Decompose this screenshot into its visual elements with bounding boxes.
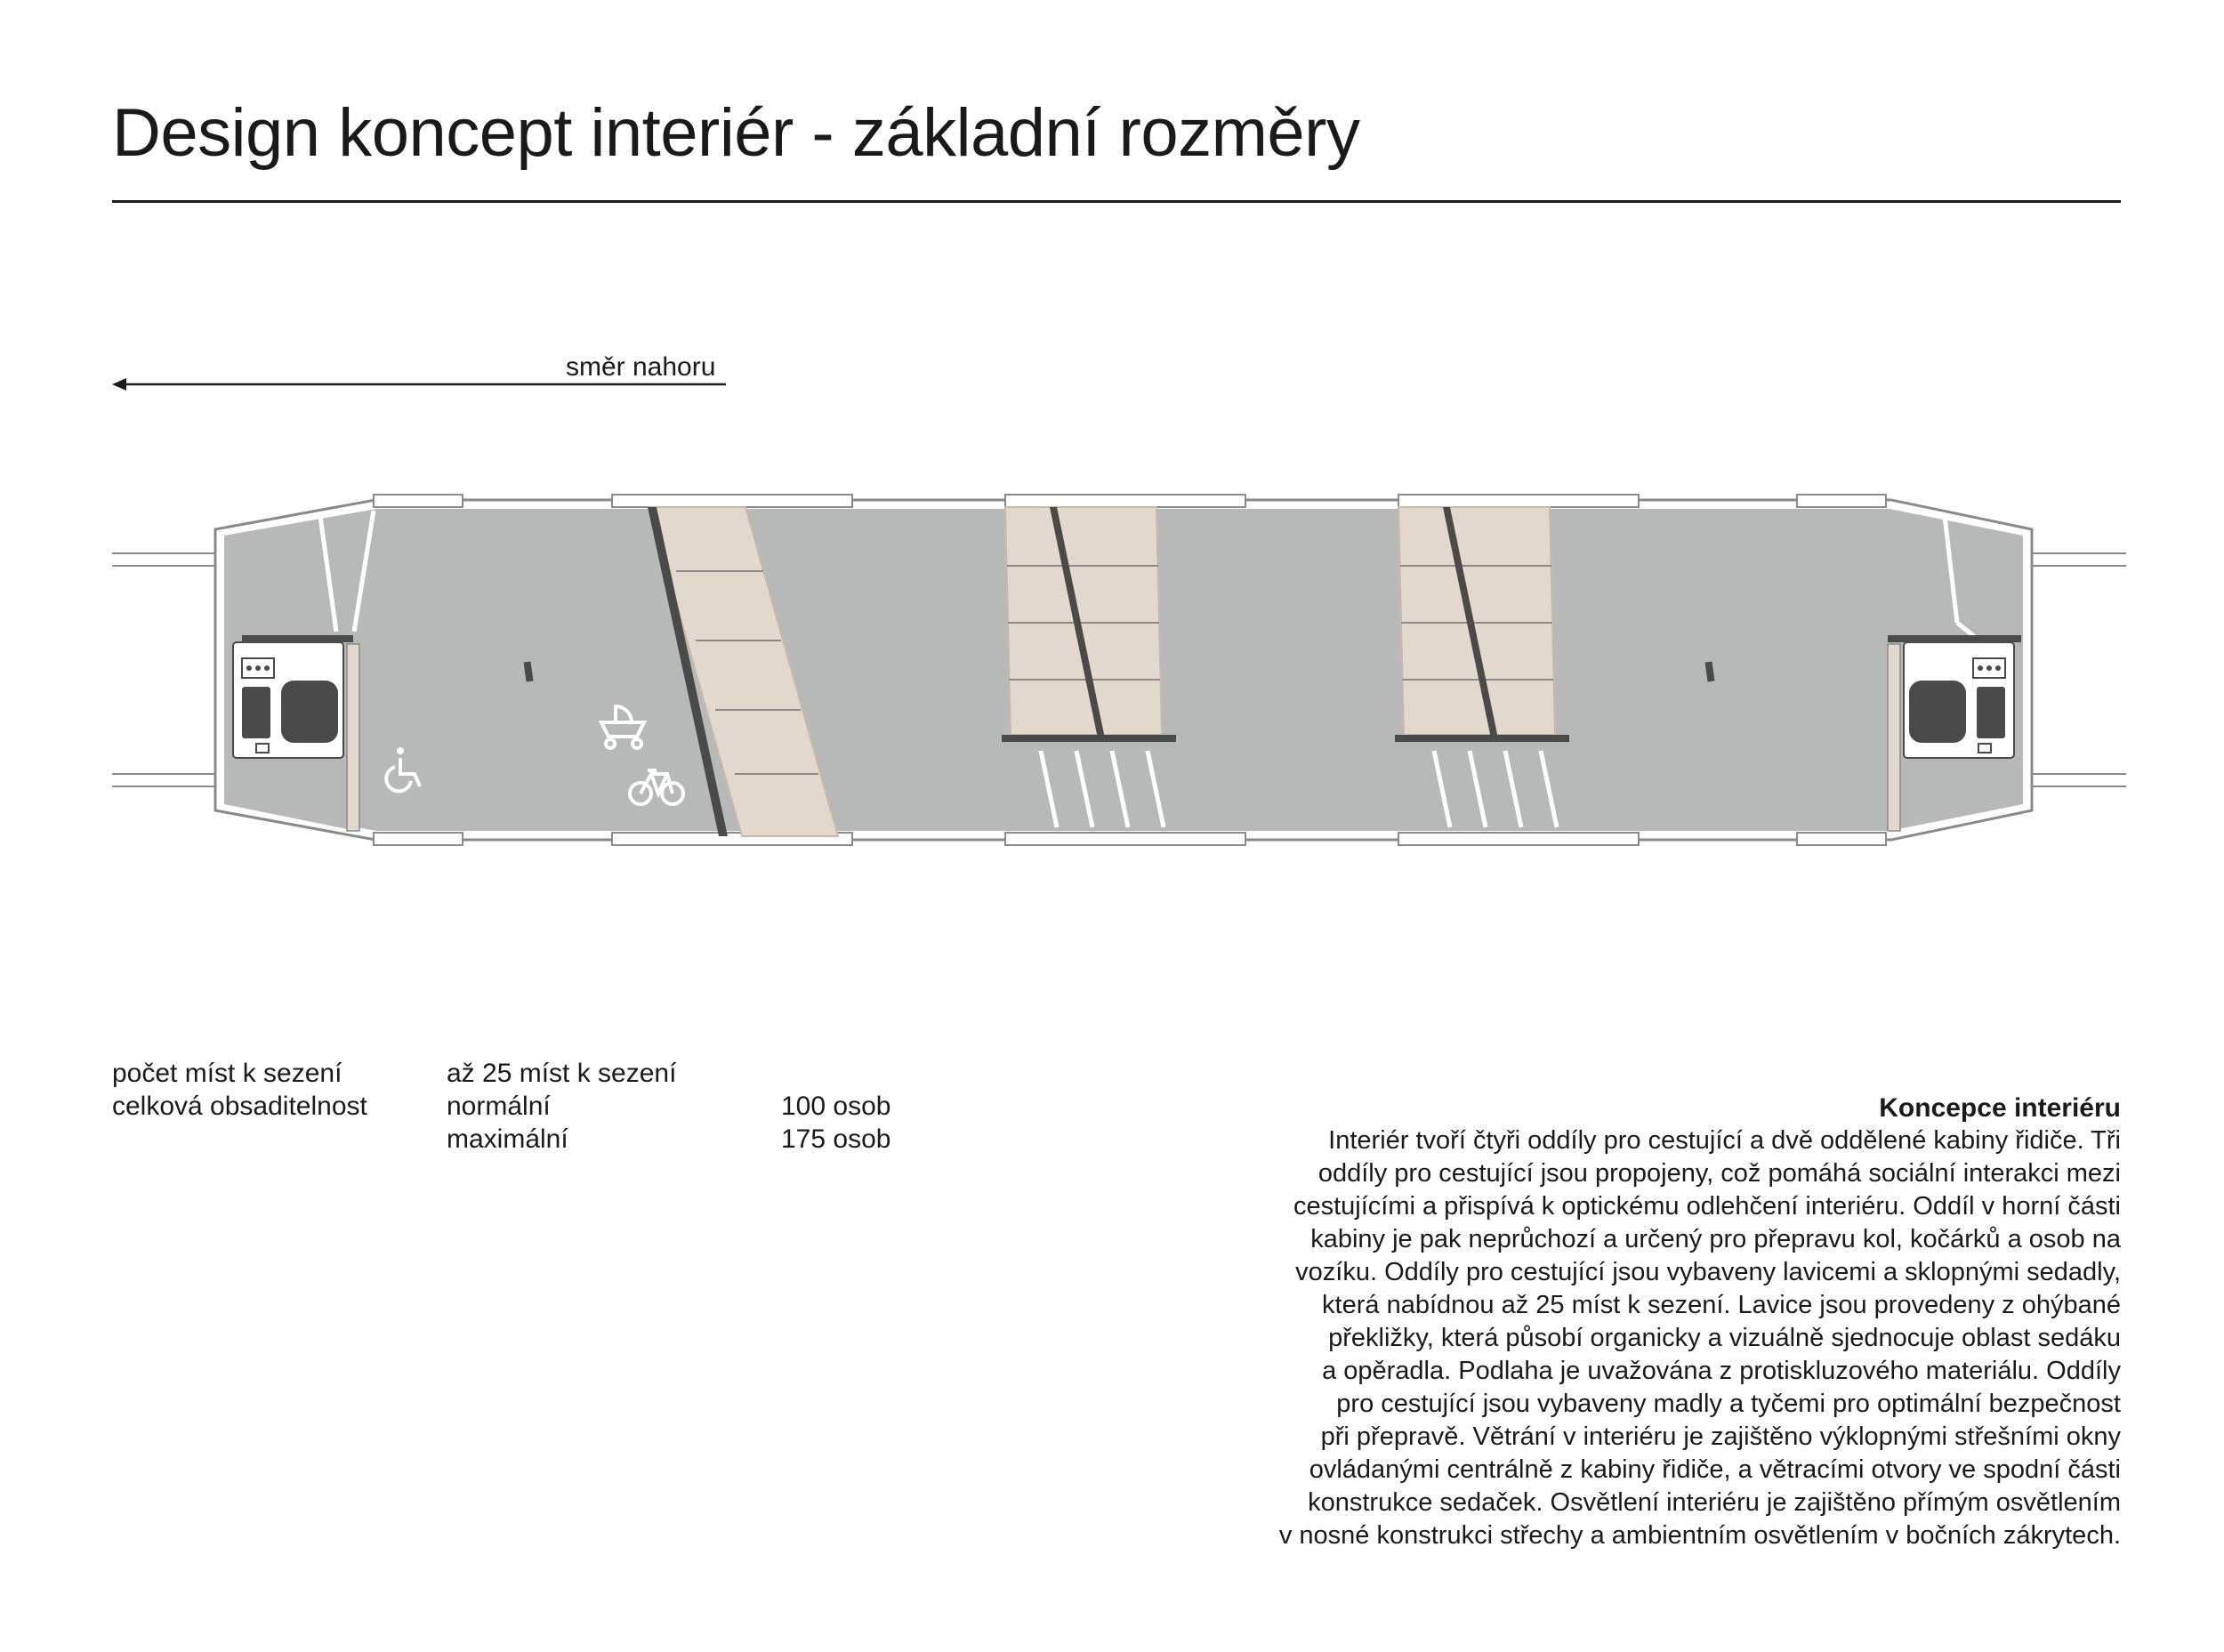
concept-line: pro cestující jsou vybaveny madly a tyčemi pro optimální bezpečnost [1336, 1390, 2121, 1418]
concept-line: ovládanými centrálně z kabiny řidiče, a větracími otvory ve spodní části [1309, 1455, 2121, 1484]
spec-label: počet míst k sezení [112, 1059, 342, 1088]
arrow-left-icon [110, 372, 729, 399]
title-divider [112, 200, 2121, 203]
concept-line: Interiér tvoří čtyři oddíly pro cestující a dvě oddělené kabiny řidiče. Tři [1328, 1126, 2121, 1155]
spec-sub: až 25 míst k sezení [447, 1059, 677, 1088]
concept-line: vozíku. Oddíly pro cestující jsou vybaveny lavicemi a sklopnými sedadly, [1295, 1258, 2121, 1286]
concept-line: a opěradla. Podlaha je uvažována z protiskluzového materiálu. Oddíly [1322, 1357, 2121, 1385]
spec-value: 175 osob [781, 1124, 891, 1154]
concept-line: konstrukce sedaček. Osvětlení interiéru je zajištěno přímým osvětlením [1308, 1488, 2121, 1517]
concept-line: která nabídnou až 25 míst k sezení. Lavice jsou provedeny z ohýbané [1322, 1291, 2121, 1319]
spec-sub: maximální [447, 1124, 568, 1154]
concept-section [1178, 1092, 2121, 1552]
direction-label: směr nahoru [566, 352, 716, 382]
concept-line: v nosné konstrukci střechy a ambientním osvětlením v bočních zákrytech. [1278, 1521, 2121, 1550]
spec-label: celková obsaditelnost [112, 1092, 367, 1121]
concept-line: kabiny je pak neprůchozí a určený pro přepravu kol, kočárků a osob na [1310, 1225, 2121, 1253]
concept-line: cestujícími a přispívá k optickému odlehčení interiéru. Oddíl v horní části [1293, 1192, 2121, 1221]
concept-heading: Koncepce interiéru [1879, 1093, 2121, 1123]
spec-sub: normální [447, 1092, 551, 1121]
page-title: Design koncept interiér - základní rozměry [112, 95, 1360, 171]
driver-cabin-left [224, 509, 377, 831]
spec-value: 100 osob [781, 1092, 891, 1121]
cabin-floor-plan [107, 480, 2126, 872]
concept-line: překližky, která působí organicky a vizuálně sjednocuje oblast sedáku [1328, 1324, 2121, 1352]
concept-line: oddíly pro cestující jsou propojeny, což pomáhá sociální interakci mezi [1317, 1159, 2121, 1188]
concept-line: při přepravě. Větrání v interiéru je zajištěno výklopnými střešními okny [1320, 1422, 2121, 1451]
